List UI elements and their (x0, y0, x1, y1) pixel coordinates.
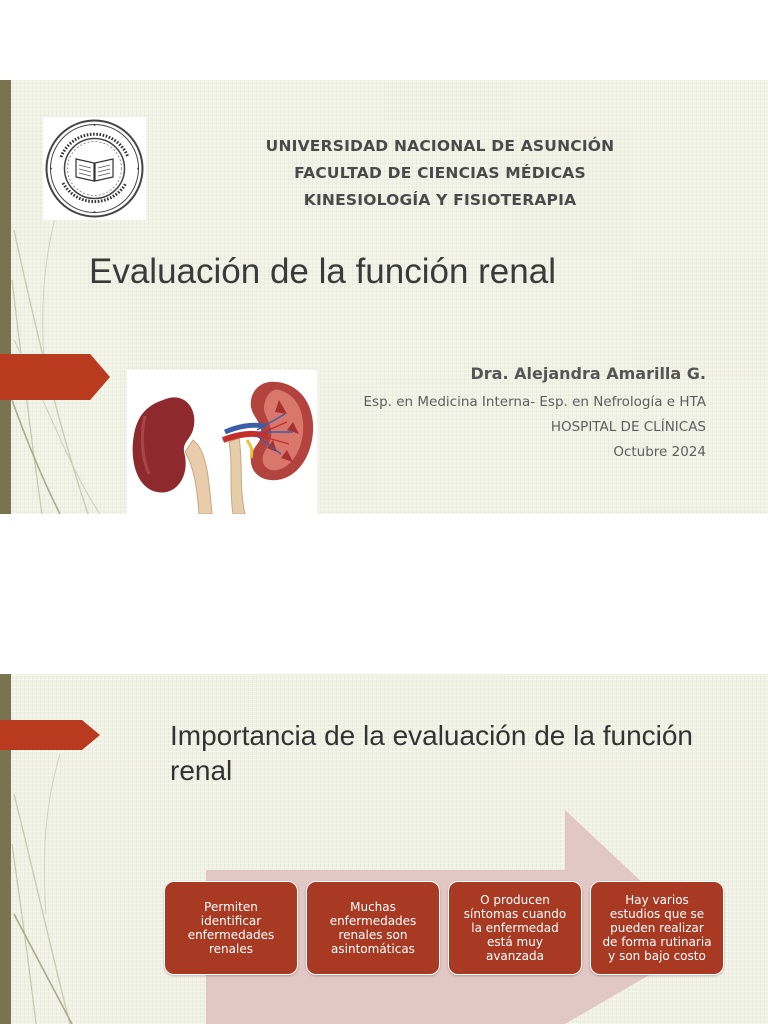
university-name: UNIVERSIDAD NACIONAL DE ASUNCIÓN (265, 137, 615, 155)
point-box-2: Muchas enfermedades renales son asintomáticas (306, 881, 440, 975)
career-name: KINESIOLOGÍA Y FISIOTERAPIA (303, 191, 577, 209)
point-box-4: Hay varios estudios que se pueden realizar de forma rutinaria y son bajo costo (590, 881, 724, 975)
author-specialty: Esp. en Medicina Interna- Esp. en Nefrología e HTA (363, 394, 706, 410)
title-slide (0, 80, 768, 514)
accent-arrow-tab (0, 354, 110, 400)
point-box-1: Permiten identificar enfermedades renales (164, 881, 298, 975)
slide-title: Evaluación de la función renal (89, 252, 556, 291)
faculty-name: FACULTAD DE CIENCIAS MÉDICAS (294, 164, 586, 182)
presentation-date: Octubre 2024 (613, 444, 706, 460)
left-accent-bar (0, 80, 11, 514)
author-name: Dra. Alejandra Amarilla G. (470, 364, 706, 383)
importance-slide (0, 674, 768, 1024)
kidney-illustration (127, 370, 317, 514)
point-box-3: O producen síntomas cuando la enfermedad está muy avanzada (448, 881, 582, 975)
hospital-name: HOSPITAL DE CLÍNICAS (550, 419, 706, 435)
slide-title: Importancia de la evaluación de la función renal (170, 720, 694, 786)
university-seal (43, 117, 146, 220)
